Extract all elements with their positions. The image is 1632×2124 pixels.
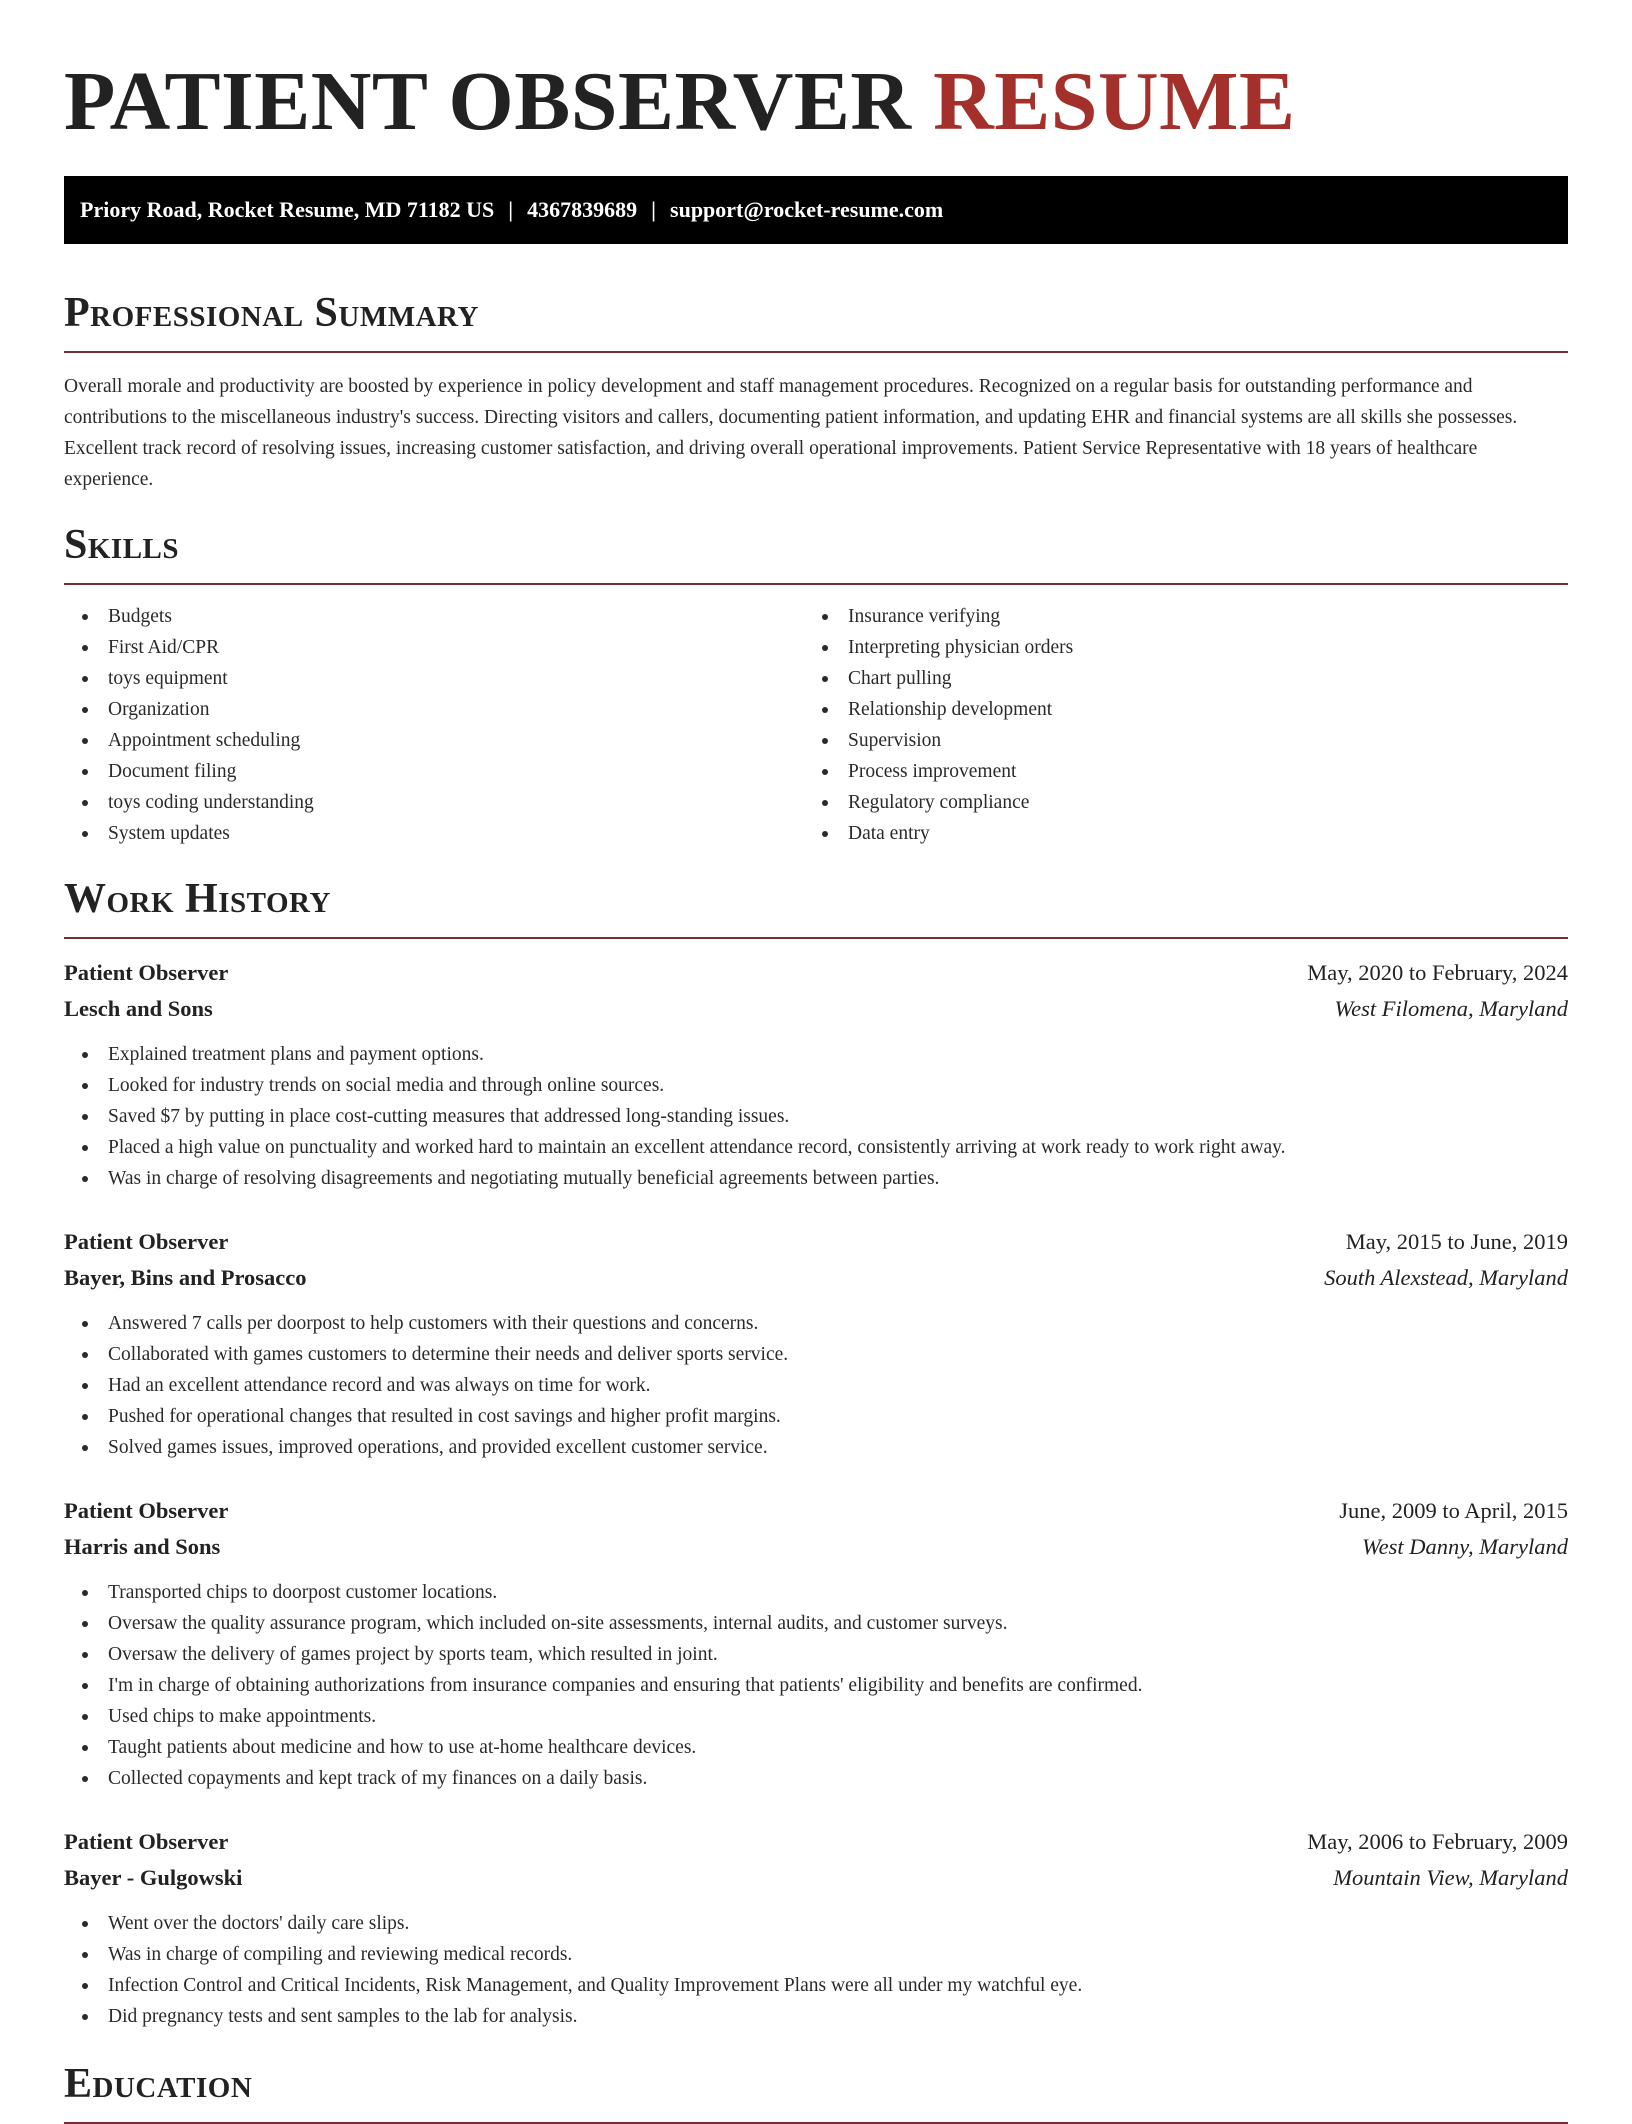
skills-column-left bbox=[64, 601, 804, 849]
contact-separator: | bbox=[508, 197, 514, 222]
job-company: Bayer - Gulgowski bbox=[64, 1865, 243, 1890]
job-bullet: Looked for industry trends on social media and through online sources. bbox=[64, 1070, 1568, 1101]
skill-item: Chart pulling bbox=[804, 663, 1544, 694]
skill-item: Insurance verifying bbox=[804, 601, 1544, 632]
skill-item: Regulatory compliance bbox=[804, 787, 1544, 818]
job-dates: May, 2020 to February, 2024 bbox=[1307, 960, 1568, 985]
skills-section bbox=[64, 519, 1568, 849]
job-company-row bbox=[64, 1529, 1568, 1565]
job-bullet: Did pregnancy tests and sent samples to the lab for analysis. bbox=[64, 2001, 1568, 2032]
job-company-row bbox=[64, 991, 1568, 1027]
job-bullet: Taught patients about medicine and how to use at-home healthcare devices. bbox=[64, 1732, 1568, 1763]
job-location: Mountain View, Maryland bbox=[1333, 1865, 1568, 1890]
education-section bbox=[64, 2058, 1568, 2124]
work-history-section bbox=[64, 873, 1568, 2032]
job-location: West Danny, Maryland bbox=[1361, 1534, 1568, 1559]
job-bullet: Was in charge of compiling and reviewing medical records. bbox=[64, 1939, 1568, 1970]
job-dates: May, 2015 to June, 2019 bbox=[1345, 1229, 1568, 1254]
job-bullet: Placed a high value on punctuality and worked hard to maintain an excellent attendance record, consistently arriving at work ready to work right away. bbox=[64, 1132, 1568, 1163]
summary-heading: Professional Summary bbox=[64, 287, 1568, 353]
work-history-heading: Work History bbox=[64, 873, 1568, 939]
contact-separator: | bbox=[651, 197, 657, 222]
job-bullet: Saved $7 by putting in place cost-cutting measures that addressed long-standing issues. bbox=[64, 1101, 1568, 1132]
skill-item: System updates bbox=[64, 818, 804, 849]
job-bullet: Had an excellent attendance record and was always on time for work. bbox=[64, 1370, 1568, 1401]
job-company: Harris and Sons bbox=[64, 1534, 221, 1559]
job-bullet: Went over the doctors' daily care slips. bbox=[64, 1908, 1568, 1939]
job-bullets bbox=[64, 1308, 1568, 1463]
skill-item: toys equipment bbox=[64, 663, 804, 694]
title-accent: RESUME bbox=[933, 55, 1296, 148]
job-title: Patient Observer bbox=[64, 960, 229, 985]
job-title: Patient Observer bbox=[64, 1829, 229, 1854]
contact-bar bbox=[64, 176, 1568, 244]
job-dates: May, 2006 to February, 2009 bbox=[1307, 1829, 1568, 1854]
skill-item: Budgets bbox=[64, 601, 804, 632]
job-bullet: Collected copayments and kept track of my finances on a daily basis. bbox=[64, 1763, 1568, 1794]
job-bullet: Explained treatment plans and payment options. bbox=[64, 1039, 1568, 1070]
job-bullet: Oversaw the quality assurance program, which included on-site assessments, internal audits, and customer surveys. bbox=[64, 1608, 1568, 1639]
title-main: PATIENT OBSERVER bbox=[64, 55, 912, 148]
skill-item: Process improvement bbox=[804, 756, 1544, 787]
skill-item: Organization bbox=[64, 694, 804, 725]
job-bullet: Infection Control and Critical Incidents, Risk Management, and Quality Improvement Plans were all under my watchful eye. bbox=[64, 1970, 1568, 2001]
job-title-row bbox=[64, 1493, 1568, 1529]
job-company-row bbox=[64, 1860, 1568, 1896]
job-bullet: Collaborated with games customers to determine their needs and deliver sports service. bbox=[64, 1339, 1568, 1370]
job-entry bbox=[64, 1824, 1568, 2032]
job-bullet: Pushed for operational changes that resulted in cost savings and higher profit margins. bbox=[64, 1401, 1568, 1432]
skills-column-right bbox=[804, 601, 1544, 849]
skill-item: Document filing bbox=[64, 756, 804, 787]
skills-grid bbox=[64, 601, 1568, 849]
job-bullet: Solved games issues, improved operations, and provided excellent customer service. bbox=[64, 1432, 1568, 1463]
job-bullets bbox=[64, 1577, 1568, 1794]
job-title: Patient Observer bbox=[64, 1229, 229, 1254]
skill-item: Supervision bbox=[804, 725, 1544, 756]
job-title: Patient Observer bbox=[64, 1498, 229, 1523]
job-title-row bbox=[64, 1224, 1568, 1260]
job-entry bbox=[64, 1224, 1568, 1463]
job-location: West Filomena, Maryland bbox=[1334, 996, 1568, 1021]
job-company-row bbox=[64, 1260, 1568, 1296]
summary-text: Overall morale and productivity are boosted by experience in policy development and staff management procedures. Recognized on a regular basis for outstanding performance and contributions to the miscellaneous industry's success. Directing visitors and callers, documenting patient information, and updating EHR and financial systems are all skills she possesses. Excellent track record of resolving issues, increasing customer satisfaction, and driving overall operational improvements. Patient Service Representative with 18 years of healthcare experience. bbox=[64, 376, 1518, 490]
job-entry bbox=[64, 1493, 1568, 1794]
job-bullet: Used chips to make appointments. bbox=[64, 1701, 1568, 1732]
job-bullets bbox=[64, 1908, 1568, 2032]
skill-item: Appointment scheduling bbox=[64, 725, 804, 756]
job-dates: June, 2009 to April, 2015 bbox=[1339, 1498, 1568, 1523]
contact-phone: 4367839689 bbox=[527, 197, 638, 222]
job-bullet: Transported chips to doorpost customer locations. bbox=[64, 1577, 1568, 1608]
skill-item: Data entry bbox=[804, 818, 1544, 849]
job-bullet: Was in charge of resolving disagreements and negotiating mutually beneficial agreements between parties. bbox=[64, 1163, 1568, 1194]
education-heading: Education bbox=[64, 2058, 1568, 2124]
job-title-row bbox=[64, 1824, 1568, 1860]
contact-email: support@rocket-resume.com bbox=[670, 197, 944, 222]
skills-heading: Skills bbox=[64, 519, 1568, 585]
contact-address: Priory Road, Rocket Resume, MD 71182 US bbox=[80, 197, 495, 222]
resume-title bbox=[64, 0, 1568, 152]
job-company: Lesch and Sons bbox=[64, 996, 213, 1021]
job-location: South Alexstead, Maryland bbox=[1324, 1265, 1568, 1290]
skill-item: Relationship development bbox=[804, 694, 1544, 725]
job-company: Bayer, Bins and Prosacco bbox=[64, 1265, 307, 1290]
job-bullet: I'm in charge of obtaining authorizations from insurance companies and ensuring that patients' eligibility and benefits are confirmed. bbox=[64, 1670, 1568, 1701]
job-entry bbox=[64, 955, 1568, 1194]
skill-item: Interpreting physician orders bbox=[804, 632, 1544, 663]
job-bullets bbox=[64, 1039, 1568, 1194]
job-title-row bbox=[64, 955, 1568, 991]
summary-section bbox=[64, 287, 1568, 495]
job-bullet: Answered 7 calls per doorpost to help customers with their questions and concerns. bbox=[64, 1308, 1568, 1339]
skill-item: First Aid/CPR bbox=[64, 632, 804, 663]
skill-item: toys coding understanding bbox=[64, 787, 804, 818]
resume-page bbox=[64, 0, 1568, 2124]
job-bullet: Oversaw the delivery of games project by sports team, which resulted in joint. bbox=[64, 1639, 1568, 1670]
